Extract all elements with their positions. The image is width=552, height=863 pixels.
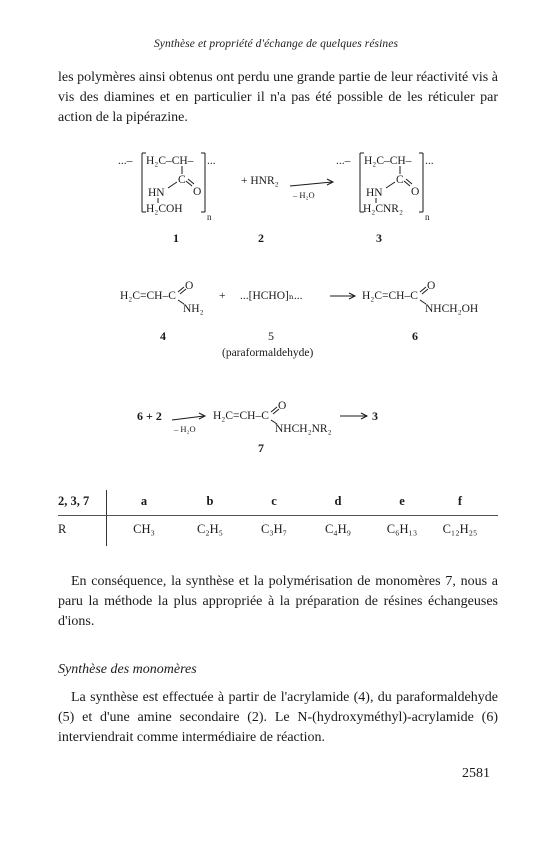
carbonyl-carbon: C	[396, 174, 404, 186]
table-value-a: CH₃	[133, 522, 155, 536]
compound-label-4: 4	[160, 329, 166, 343]
table-value-b: C₂H₅	[196, 522, 224, 536]
paraformaldehyde-formula: ...[HCHO]ₙ...	[240, 290, 303, 302]
scheme-1	[118, 153, 434, 245]
table-col-d: d	[334, 494, 342, 508]
hydroxymethyl-chain: H₂C=CH–C	[362, 290, 418, 302]
table-col-b: b	[206, 494, 214, 508]
backbone: H₂C–CH–	[146, 155, 194, 167]
table-col-a: a	[140, 494, 148, 508]
paragraph-conclusion: En conséquence, la synthèse et la polymérisation de monomères 7, nous a paru la méthode la plus appropriée à la préparation de résines échangeuses d'ions.	[58, 574, 498, 629]
compound-7	[213, 400, 332, 435]
plus-sign: +	[219, 290, 226, 302]
monomer-o: O	[278, 400, 287, 412]
paragraph-intro: les polymères ainsi obtenus ont perdu une grande partie de leur réactivité vis à vis des diamines et en particulier il n'a pas été possible de les réticuler par action de la pipérazine.	[58, 70, 498, 125]
table-col-c: c	[271, 494, 277, 508]
acrylamide-nh2: NH₂	[183, 303, 204, 315]
carbonyl-oxygen: O	[411, 186, 420, 198]
table-vertical-rule	[106, 490, 107, 546]
chain-prefix: ...–	[336, 155, 351, 167]
compound-6	[362, 280, 478, 315]
polymer-3	[336, 153, 434, 222]
arrow-condition: – H₂O	[174, 424, 196, 434]
substituent: H₂CNR₂	[363, 203, 403, 215]
chain-suffix: ...	[425, 155, 434, 167]
table-value-f: C₁₂H₂₅	[442, 522, 478, 536]
compound-label-5: 5	[268, 329, 274, 343]
arrow-condition: – H₂O	[293, 190, 315, 200]
monomer-sub: NHCH₂NR₂	[275, 423, 332, 435]
amide-nitrogen: HN	[148, 187, 165, 199]
substituent: H₂COH	[146, 203, 183, 215]
paragraph-synthesis: La synthèse est effectuée à partir de l'acrylamide (4), du paraformaldehyde (5) et d'une amine secondaire (2). Le N-(hydroxyméthyl)-acrylamide (6) interviendrait comme intermédiaire de réaction.	[58, 690, 498, 745]
acrylamide-chain: H₂C=CH–C	[120, 290, 176, 302]
polymer-1	[118, 153, 216, 222]
compound-label-7: 7	[258, 441, 264, 455]
compound-4	[120, 280, 204, 315]
hydroxymethyl-sub: NHCH₂OH	[425, 303, 479, 315]
table-col-e: e	[399, 494, 405, 508]
paraformaldehyde-note: (paraformaldehyde)	[222, 347, 314, 359]
section-heading: Synthèse des monomères	[58, 662, 197, 677]
compound-label-6: 6	[412, 329, 418, 343]
table-header-label: 2, 3, 7	[58, 494, 90, 508]
table-value-c: C₃H₇	[260, 522, 288, 536]
chain-suffix: ...	[207, 155, 216, 167]
table-horizontal-rule	[58, 515, 498, 516]
scheme-3	[137, 400, 378, 455]
reactants-6-2: 6 + 2	[137, 409, 162, 423]
table-row-label: R	[58, 522, 67, 536]
backbone: H₂C–CH–	[364, 155, 412, 167]
scheme-2	[120, 280, 478, 359]
repeat-n: n	[425, 212, 430, 222]
hydroxymethyl-o: O	[427, 280, 436, 292]
product-3: 3	[372, 409, 378, 423]
compound-label-1: 1	[173, 231, 179, 245]
acrylamide-o: O	[185, 280, 194, 292]
compound-label-3: 3	[376, 231, 382, 245]
compound-label-2: 2	[258, 231, 264, 245]
table-col-f: f	[457, 494, 463, 508]
substituent-table	[58, 490, 498, 546]
monomer-chain: H₂C=CH–C	[213, 410, 269, 422]
repeat-n: n	[207, 212, 212, 222]
page-number: 2581	[462, 766, 490, 781]
plus-amine: + HNR₂	[241, 175, 279, 187]
amide-nitrogen: HN	[366, 187, 383, 199]
carbonyl-carbon: C	[178, 174, 186, 186]
table-value-e: C₆H₁₃	[386, 522, 418, 536]
running-header: Synthèse et propriété d'échange de quelques résines	[153, 38, 399, 50]
table-value-d: C₄H₉	[324, 522, 352, 536]
chain-prefix: ...–	[118, 155, 133, 167]
carbonyl-oxygen: O	[193, 186, 202, 198]
